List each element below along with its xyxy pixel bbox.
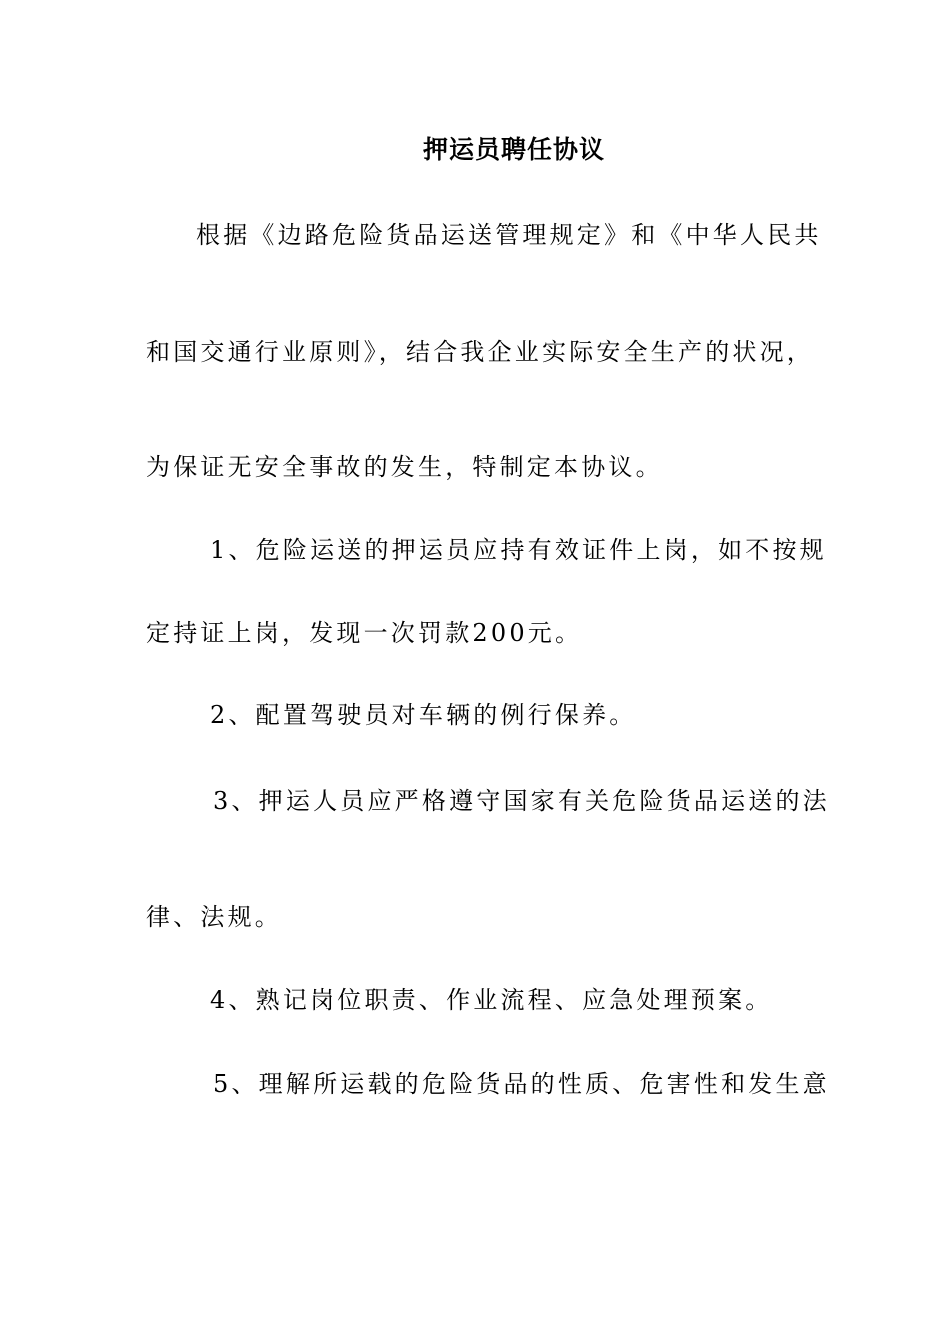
- paragraph-intro-line-3: 为保证无安全事故的发生，特制定本协议。: [146, 453, 663, 481]
- clause-3-line-2: 律、法规。: [146, 903, 282, 931]
- clause-1-line-1: 1、危险运送的押运员应持有效证件上岗，如不按规: [210, 536, 827, 564]
- paragraph-intro-line-1: 根据《边路危险货品运送管理规定》和《中华人民共: [196, 221, 822, 249]
- clause-4-line-1: 4、熟记岗位职责、作业流程、应急处理预案。: [210, 986, 773, 1014]
- clause-2-line-1: 2、配置驾驶员对车辆的例行保养。: [210, 701, 637, 729]
- document-title: 押运员聘任协议: [423, 135, 606, 164]
- clause-5-line-1: 5、理解所运载的危险货品的性质、危害性和发生意: [213, 1070, 830, 1098]
- paragraph-intro-line-2: 和国交通行业原则》，结合我企业实际安全生产的状况，: [146, 338, 814, 366]
- clause-1-line-2: 定持证上岗，发现一次罚款200元。: [146, 619, 583, 647]
- clause-3-line-1: 3、押运人员应严格遵守国家有关危险货品运送的法: [213, 787, 830, 815]
